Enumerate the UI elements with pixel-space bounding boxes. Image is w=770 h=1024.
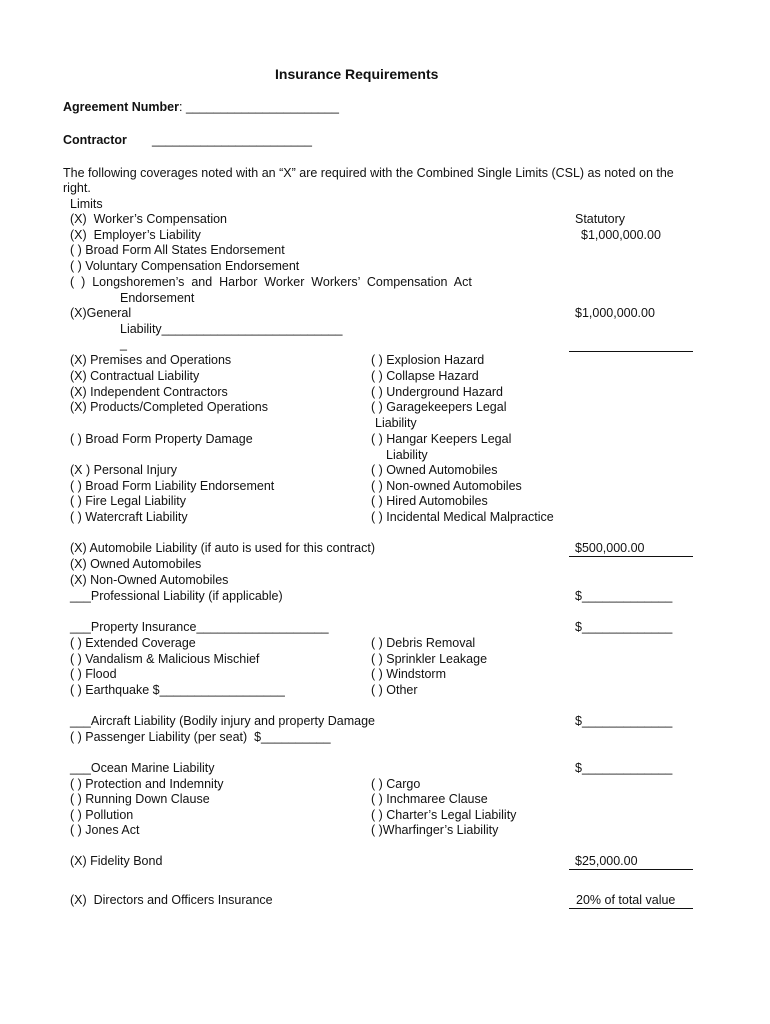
marine-item: ( ) Charter’s Legal Liability [371, 808, 517, 822]
fidelity-bond-rule [569, 869, 693, 870]
coverage-item: ( ) Non-owned Automobiles [371, 479, 522, 493]
property-item: ( ) Other [371, 683, 418, 697]
general-liability-label: (X)General [70, 306, 132, 320]
property-item: ( ) Earthquake $__________________ [70, 683, 285, 697]
general-liability-line-cont: _ [120, 337, 127, 351]
marine-item: ( ) Inchmaree Clause [371, 792, 488, 806]
employers-liability-limit: $1,000,000.00 [581, 228, 661, 242]
coverage-item: ( ) Underground Hazard [371, 385, 504, 399]
agreement-number-label: Agreement Number [63, 100, 179, 114]
directors-officers-label: (X) Directors and Officers Insurance [70, 893, 273, 907]
coverage-item-cont: Liability [386, 448, 428, 462]
workers-comp-limit: Statutory [575, 212, 626, 226]
directors-officers-rule [569, 908, 693, 909]
marine-item: ( ) Protection and Indemnity [70, 777, 224, 791]
coverage-item: ( ) Owned Automobiles [371, 463, 498, 477]
general-liability-line: Liability__________________________ [120, 322, 343, 336]
fidelity-bond-label: (X) Fidelity Bond [70, 854, 163, 868]
longshoremen-item-cont: Endorsement [120, 291, 195, 305]
property-item: ( ) Sprinkler Leakage [371, 652, 488, 666]
coverage-item: (X) Contractual Liability [70, 369, 200, 383]
ocean-marine-limit: $_____________ [575, 761, 673, 775]
coverage-item: ( ) Hangar Keepers Legal [371, 432, 512, 446]
professional-liability-label: ___Professional Liability (if applicable) [70, 589, 283, 603]
owned-autos-item: (X) Owned Automobiles [70, 557, 202, 571]
coverage-item: ( ) Watercraft Liability [70, 510, 188, 524]
voluntary-comp-item: ( ) Voluntary Compensation Endorsement [70, 259, 300, 273]
professional-liability-limit: $_____________ [575, 589, 673, 603]
marine-item: ( )Wharfinger’s Liability [371, 823, 499, 837]
auto-liability-rule [569, 556, 693, 557]
auto-liability-limit: $500,000.00 [575, 541, 645, 555]
marine-item: ( ) Cargo [371, 777, 421, 791]
marine-item: ( ) Jones Act [70, 823, 140, 837]
contractor-label: Contractor [63, 133, 127, 147]
limits-heading: Limits [70, 197, 103, 211]
employers-liability-item: (X) Employer’s Liability [70, 228, 201, 242]
coverage-item: ( ) Incidental Medical Malpractice [371, 510, 554, 524]
coverage-item: ( ) Hired Automobiles [371, 494, 488, 508]
coverage-item: ( ) Broad Form Liability Endorsement [70, 479, 275, 493]
directors-officers-limit: 20% of total value [576, 893, 676, 907]
intro-line-1: The following coverages noted with an “X” are required with the Combined Single Limits (CSL) as noted on the [63, 166, 674, 180]
agreement-number-colon: : [179, 100, 183, 114]
coverage-item: (X) Products/Completed Operations [70, 400, 269, 414]
coverage-item: (X ) Personal Injury [70, 463, 177, 477]
property-insurance-label: ___Property Insurance___________________ [70, 620, 329, 634]
agreement-number-line [63, 100, 339, 115]
general-liability-limit: $1,000,000.00 [575, 306, 655, 320]
broad-form-endorsement-item: ( ) Broad Form All States Endorsement [70, 243, 285, 257]
agreement-number-blank: ______________________ [182, 100, 339, 114]
ocean-marine-label: ___Ocean Marine Liability [70, 761, 215, 775]
property-insurance-limit: $_____________ [575, 620, 673, 634]
property-item: ( ) Debris Removal [371, 636, 476, 650]
coverage-item: (X) Premises and Operations [70, 353, 232, 367]
coverage-item: ( ) Broad Form Property Damage [70, 432, 253, 446]
property-item: ( ) Windstorm [371, 667, 446, 681]
coverage-item: ( ) Explosion Hazard [371, 353, 485, 367]
coverage-item: (X) Independent Contractors [70, 385, 228, 399]
auto-liability-label: (X) Automobile Liability (if auto is used for this contract) [70, 541, 375, 555]
passenger-liability-item: ( ) Passenger Liability (per seat) $__________ [70, 730, 331, 744]
page-title: Insurance Requirements [275, 66, 439, 82]
marine-item: ( ) Pollution [70, 808, 134, 822]
coverage-item: ( ) Fire Legal Liability [70, 494, 187, 508]
property-item: ( ) Flood [70, 667, 117, 681]
coverage-item: ( ) Garagekeepers Legal [371, 400, 507, 414]
property-item: ( ) Vandalism & Malicious Mischief [70, 652, 260, 666]
marine-item: ( ) Running Down Clause [70, 792, 210, 806]
fidelity-bond-limit: $25,000.00 [575, 854, 638, 868]
general-liability-rule [569, 351, 693, 352]
workers-comp-item: (X) Worker’s Compensation [70, 212, 228, 226]
contractor-blank: _______________________ [152, 133, 312, 147]
aircraft-liability-limit: $_____________ [575, 714, 673, 728]
coverage-item: ( ) Collapse Hazard [371, 369, 479, 383]
aircraft-liability-label: ___Aircraft Liability (Bodily injury and property Damage [70, 714, 376, 728]
intro-line-2: right. [63, 181, 91, 195]
longshoremen-item: ( ) Longshoremen’s and Harbor Worker Workers’ Compensation Act [70, 275, 472, 289]
coverage-item-cont: Liability [375, 416, 417, 430]
non-owned-autos-item: (X) Non-Owned Automobiles [70, 573, 229, 587]
property-item: ( ) Extended Coverage [70, 636, 196, 650]
